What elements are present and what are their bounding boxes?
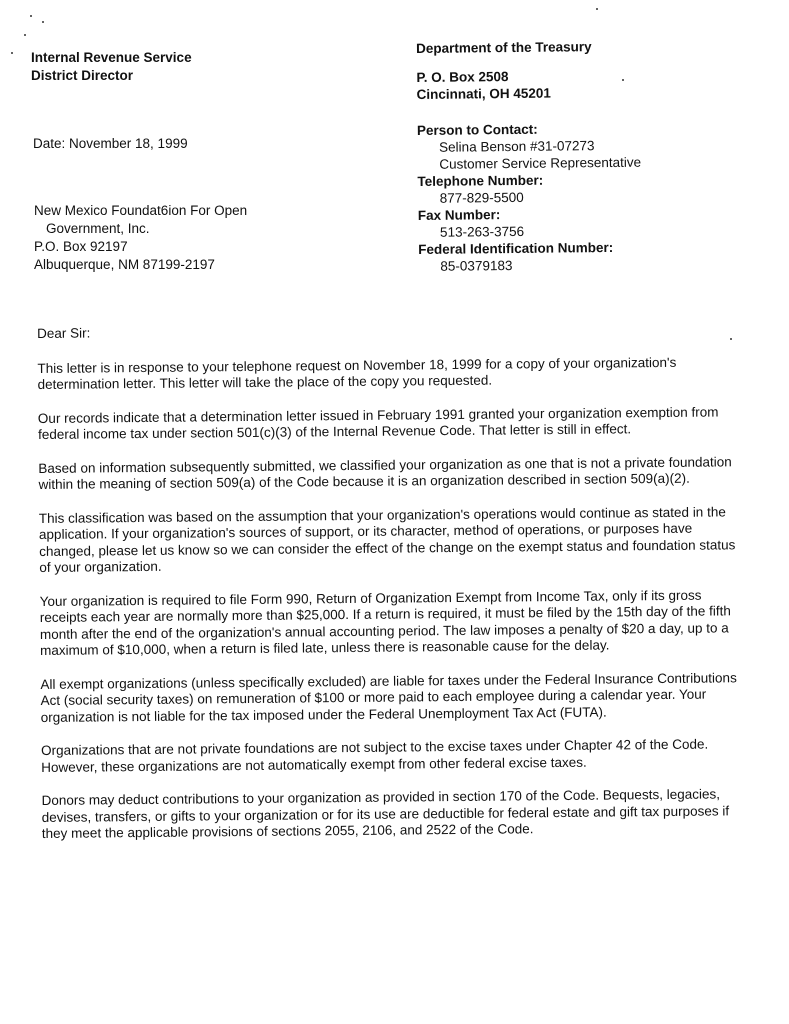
contact-block [416, 38, 642, 275]
letter-date: Date: November 18, 1999 [33, 136, 188, 151]
recipient-line-1: New Mexico Foundat6ion For Open [34, 203, 248, 218]
department-name: Department of the Treasury [416, 39, 592, 56]
body-paragraph: All exempt organizations (unless specifically excluded) are liable for taxes under the Federal Insurance Contributions Act (social security taxes) on remuneration of $100 or more paid to each employee during a calendar year. Your organization is not liable for the tax imposed under the Federal Unemployment Tax Act (FUTA). [40, 669, 737, 725]
letter-body [37, 319, 752, 859]
agency-name: Internal Revenue Service [31, 50, 192, 65]
office-name: District Director [31, 68, 134, 83]
ein-number: 85-0379183 [440, 258, 513, 274]
body-paragraph: Based on information subsequently submitted, we classified your organization as one that is not a private foundation within the meaning of section 509(a) of the Code because it is an organization described in section 509(a)(2). [38, 453, 732, 492]
body-paragraph: This letter is in response to your telephone request on November 18, 1999 for a copy of your organization's determination letter. This letter will take the place of the copy you requested. [37, 354, 677, 392]
body-paragraph: Organizations that are not private foundations are not subject to the excise taxes under Chapter 42 of the Code. However, these organizations are not automatically exempt from other federal excise taxes. [41, 736, 709, 775]
recipient-line-3: P.O. Box 92197 [34, 239, 128, 254]
body-paragraph: Donors may deduct contributions to your organization as provided in section 170 of the Code. Bequests, legacies, devises, transfers, or gifts to your organization or for its use are deductible for federal estate and gift tax purposes if they meet the applicable provisions of sections 2055, 2106, and 2522 of the Code. [41, 786, 730, 841]
recipient-line-4: Albuquerque, NM 87199-2197 [34, 257, 215, 272]
fax-number: 513-263-3756 [439, 223, 525, 240]
telephone-label: Telephone Number: [417, 172, 544, 189]
recipient-address [34, 202, 247, 274]
person-to-contact-label: Person to Contact: [416, 121, 538, 138]
telephone-number: 877-829-5500 [439, 189, 524, 206]
contact-title: Customer Service Representative [439, 154, 642, 172]
city-state-zip: Cincinnati, OH 45201 [416, 85, 551, 102]
body-paragraph: Your organization is required to file Form 990, Return of Organization Exempt from Income Tax, only if its gross receipts each year are normally more than $25,000. If a return is required, it must be filed by the 15th day of the fifth month after the end of the organization's annual accounting period. The law imposes a penalty of $20 a day, up to a maximum of $10,000, when a return is filed late, unless there is reasonable cause for the delay. [39, 587, 731, 658]
po-box: P. O. Box 2508 [416, 69, 509, 85]
contact-name: Selina Benson #31-07273 [439, 138, 595, 155]
body-paragraph: This classification was based on the assumption that your organization's operations would continue as stated in the application. If your organization's sources of support, or its character, method of operations, or purposes have changed, please let us know so we can consider the effect of the change on the exempt status and foundation status of your organization. [38, 503, 736, 575]
fax-label: Fax Number: [417, 207, 501, 223]
irs-letterhead [31, 49, 192, 85]
body-paragraph: Our records indicate that a determination letter issued in February 1991 granted your organization exemption from federal income tax under section 501(c)(3) of the Internal Revenue Code. That letter is still in effect. [37, 403, 719, 442]
ein-label: Federal Identification Number: [418, 239, 614, 257]
salutation: Dear Sir: [37, 325, 91, 341]
recipient-line-2: Government, Inc. [46, 221, 150, 236]
